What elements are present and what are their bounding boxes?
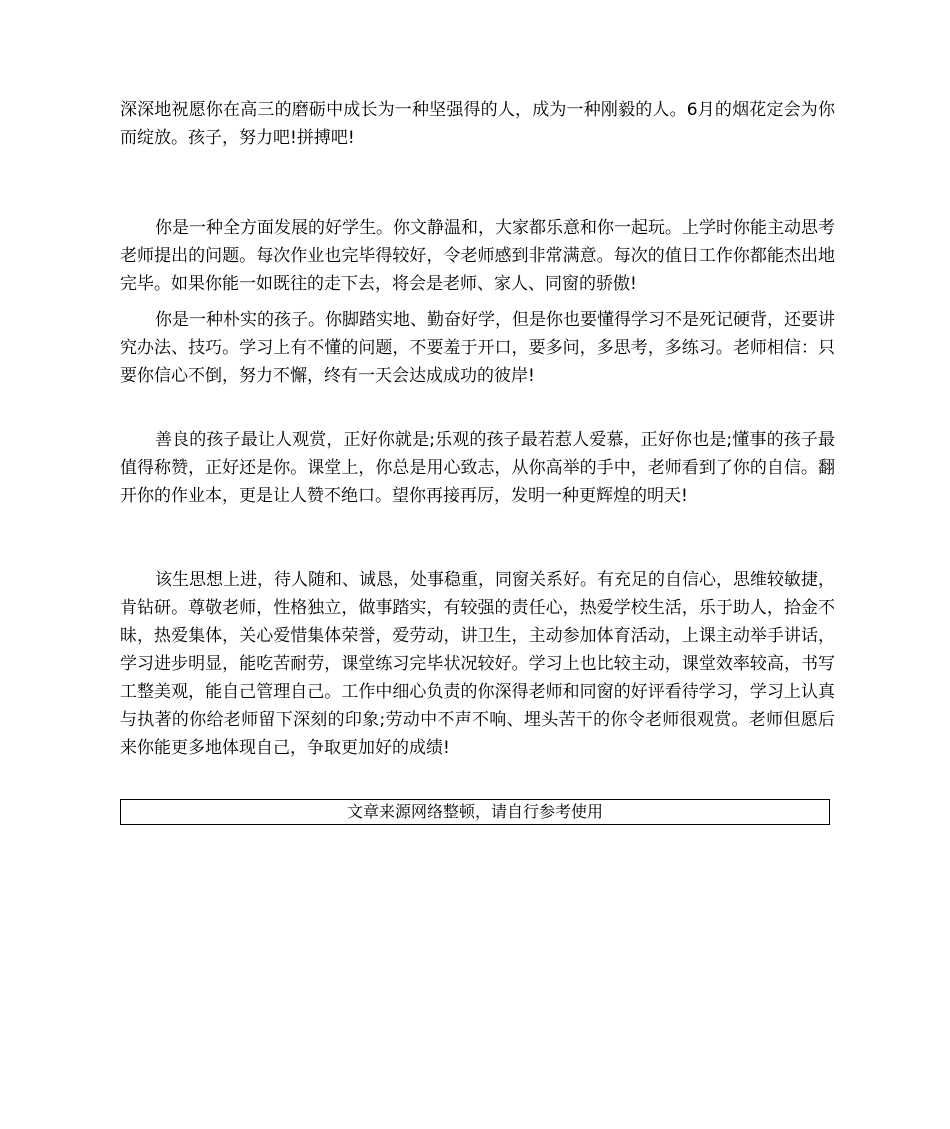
paragraph-comment-student-evaluation: 该生思想上进，待人随和、诚恳，处事稳重，同窗关系好。有充足的自信心，思维较敏捷，肯钻研。尊敬老师，性格独立，做事踏实，有较强的责任心，热爱学校生活，乐于助人，拾金不昧，热爱集体，关心爱惜集体荣誉，爱劳动，讲卫生，主动参加体育活动，上课主动举手讲话，学习进步明显，能吃苦耐劳，课堂练习完毕状况较好。学习上也比较主动，课堂效率较高，书写工整美观，能自己管理自己。工作中细心负责的你深得老师和同窗的好评看待学习，学习上认真与执著的你给老师留下深刻的印象;劳动中不声不响、埋头苦干的你令老师很观赏。老师但愿后来你能更多地体现自己，争取更加好的成绩! [120,570,835,758]
paragraph-comment-all-round-student: 你是一种全方面发展的好学生。你文静温和，大家都乐意和你一起玩。上学时你能主动思考老师提出的问题。每次作业也完毕得较好，令老师感到非常满意。每次的值日工作你都能杰出地完毕。如果你能一如既往的走下去，将会是老师、家人、同窗的骄傲! [120,218,835,294]
paragraph-closing-wish: 深深地祝愿你在高三的磨砺中成长为一种坚强得的人，成为一种刚毅的人。6月的烟花定会为你而绽放。孩子，努力吧!拼搏吧! [120,100,835,148]
paragraph-comment-honest-child: 你是一种朴实的孩子。你脚踏实地、勤奋好学，但是你也要懂得学习不是死记硬背，还要讲究办法、技巧。学习上有不懂的问题，不要羞于开口，要多问，多思考，多练习。老师相信：只要你信心不倒，努力不懈，终有一天会达成成功的彼岸! [120,310,835,386]
source-note-box: 文章来源网络整顿，请自行参考使用 [120,799,830,825]
paragraph-comment-kind-child: 善良的孩子最让人观赏，正好你就是;乐观的孩子最若惹人爱慕，正好你也是;懂事的孩子最值得称赞，正好还是你。课堂上，你总是用心致志，从你高举的手中，老师看到了你的自信。翻开你的作业本，更是让人赞不绝口。望你再接再厉，发明一种更辉煌的明天! [120,430,835,506]
